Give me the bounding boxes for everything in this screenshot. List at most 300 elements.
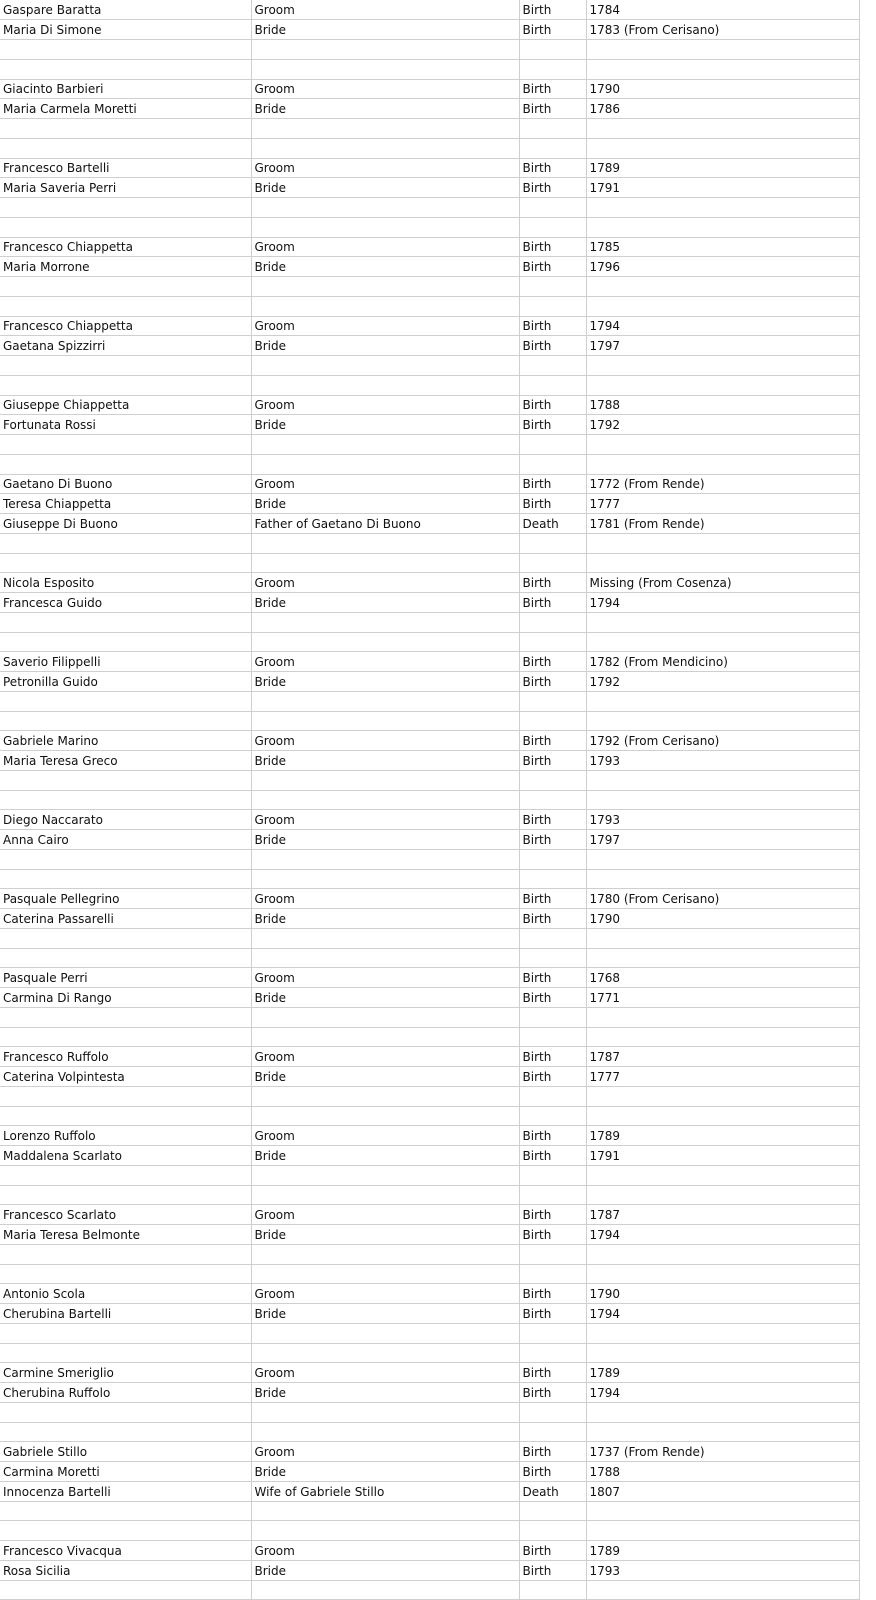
name-cell[interactable]: [0, 217, 251, 237]
event-cell[interactable]: Birth: [519, 178, 586, 198]
year-cell[interactable]: [586, 454, 859, 474]
year-cell[interactable]: 1771: [586, 988, 859, 1008]
event-cell[interactable]: Birth: [519, 1067, 586, 1087]
role-cell[interactable]: [251, 533, 519, 553]
event-cell[interactable]: Birth: [519, 79, 586, 99]
name-cell[interactable]: Giuseppe Di Buono: [0, 514, 251, 534]
year-cell[interactable]: [586, 1501, 859, 1521]
year-cell[interactable]: [586, 59, 859, 79]
event-cell[interactable]: [519, 1501, 586, 1521]
event-cell[interactable]: Birth: [519, 0, 586, 20]
year-cell[interactable]: 1772 (From Rende): [586, 474, 859, 494]
event-cell[interactable]: [519, 1086, 586, 1106]
role-cell[interactable]: Groom: [251, 573, 519, 593]
year-cell[interactable]: 1792 (From Cerisano): [586, 731, 859, 751]
name-cell[interactable]: Maria Saveria Perri: [0, 178, 251, 198]
year-cell[interactable]: [586, 375, 859, 395]
event-cell[interactable]: Death: [519, 514, 586, 534]
event-cell[interactable]: [519, 1244, 586, 1264]
year-cell[interactable]: [586, 711, 859, 731]
event-cell[interactable]: [519, 1264, 586, 1284]
role-cell[interactable]: [251, 691, 519, 711]
role-cell[interactable]: Bride: [251, 1383, 519, 1403]
role-cell[interactable]: Groom: [251, 158, 519, 178]
year-cell[interactable]: [586, 1402, 859, 1422]
year-cell[interactable]: [586, 1580, 859, 1600]
role-cell[interactable]: [251, 1086, 519, 1106]
event-cell[interactable]: [519, 1323, 586, 1343]
event-cell[interactable]: [519, 849, 586, 869]
role-cell[interactable]: [251, 1185, 519, 1205]
event-cell[interactable]: Birth: [519, 20, 586, 40]
event-cell[interactable]: [519, 277, 586, 297]
name-cell[interactable]: Anna Cairo: [0, 830, 251, 850]
role-cell[interactable]: Bride: [251, 415, 519, 435]
event-cell[interactable]: [519, 869, 586, 889]
year-cell[interactable]: 1797: [586, 830, 859, 850]
year-cell[interactable]: 1789: [586, 1541, 859, 1561]
role-cell[interactable]: Groom: [251, 731, 519, 751]
role-cell[interactable]: Bride: [251, 1225, 519, 1245]
name-cell[interactable]: Caterina Volpintesta: [0, 1067, 251, 1087]
role-cell[interactable]: [251, 553, 519, 573]
name-cell[interactable]: [0, 296, 251, 316]
year-cell[interactable]: [586, 198, 859, 218]
role-cell[interactable]: [251, 1323, 519, 1343]
role-cell[interactable]: Bride: [251, 20, 519, 40]
name-cell[interactable]: [0, 1007, 251, 1027]
role-cell[interactable]: Bride: [251, 672, 519, 692]
event-cell[interactable]: Birth: [519, 336, 586, 356]
event-cell[interactable]: Birth: [519, 1126, 586, 1146]
name-cell[interactable]: [0, 1323, 251, 1343]
name-cell[interactable]: Diego Naccarato: [0, 810, 251, 830]
name-cell[interactable]: Carmine Smeriglio: [0, 1363, 251, 1383]
name-cell[interactable]: Gaetana Spizzirri: [0, 336, 251, 356]
name-cell[interactable]: [0, 948, 251, 968]
event-cell[interactable]: Birth: [519, 415, 586, 435]
name-cell[interactable]: Petronilla Guido: [0, 672, 251, 692]
role-cell[interactable]: Bride: [251, 988, 519, 1008]
event-cell[interactable]: Birth: [519, 494, 586, 514]
role-cell[interactable]: [251, 869, 519, 889]
name-cell[interactable]: Giacinto Barbieri: [0, 79, 251, 99]
role-cell[interactable]: [251, 1422, 519, 1442]
year-cell[interactable]: [586, 553, 859, 573]
year-cell[interactable]: 1790: [586, 1284, 859, 1304]
role-cell[interactable]: Bride: [251, 751, 519, 771]
event-cell[interactable]: [519, 1027, 586, 1047]
role-cell[interactable]: Groom: [251, 316, 519, 336]
name-cell[interactable]: Caterina Passarelli: [0, 909, 251, 929]
event-cell[interactable]: Birth: [519, 988, 586, 1008]
year-cell[interactable]: [586, 356, 859, 376]
event-cell[interactable]: Birth: [519, 1304, 586, 1324]
name-cell[interactable]: [0, 1027, 251, 1047]
role-cell[interactable]: Groom: [251, 395, 519, 415]
role-cell[interactable]: [251, 356, 519, 376]
event-cell[interactable]: Birth: [519, 1205, 586, 1225]
event-cell[interactable]: [519, 632, 586, 652]
role-cell[interactable]: [251, 928, 519, 948]
event-cell[interactable]: [519, 1106, 586, 1126]
year-cell[interactable]: 1784: [586, 0, 859, 20]
role-cell[interactable]: [251, 790, 519, 810]
event-cell[interactable]: [519, 770, 586, 790]
role-cell[interactable]: [251, 296, 519, 316]
year-cell[interactable]: 1782 (From Mendicino): [586, 652, 859, 672]
event-cell[interactable]: Birth: [519, 1383, 586, 1403]
role-cell[interactable]: [251, 1264, 519, 1284]
name-cell[interactable]: [0, 1521, 251, 1541]
role-cell[interactable]: Bride: [251, 178, 519, 198]
name-cell[interactable]: Giuseppe Chiappetta: [0, 395, 251, 415]
role-cell[interactable]: [251, 1343, 519, 1363]
role-cell[interactable]: Bride: [251, 494, 519, 514]
year-cell[interactable]: [586, 1086, 859, 1106]
event-cell[interactable]: [519, 1402, 586, 1422]
year-cell[interactable]: 1780 (From Cerisano): [586, 889, 859, 909]
name-cell[interactable]: Lorenzo Ruffolo: [0, 1126, 251, 1146]
name-cell[interactable]: Gabriele Marino: [0, 731, 251, 751]
name-cell[interactable]: [0, 1165, 251, 1185]
role-cell[interactable]: Groom: [251, 1284, 519, 1304]
role-cell[interactable]: Groom: [251, 1126, 519, 1146]
event-cell[interactable]: Death: [519, 1481, 586, 1501]
year-cell[interactable]: 1788: [586, 395, 859, 415]
role-cell[interactable]: [251, 711, 519, 731]
name-cell[interactable]: [0, 770, 251, 790]
name-cell[interactable]: Gaspare Baratta: [0, 0, 251, 20]
role-cell[interactable]: Bride: [251, 830, 519, 850]
name-cell[interactable]: [0, 277, 251, 297]
year-cell[interactable]: [586, 928, 859, 948]
role-cell[interactable]: [251, 59, 519, 79]
name-cell[interactable]: [0, 533, 251, 553]
name-cell[interactable]: Antonio Scola: [0, 1284, 251, 1304]
event-cell[interactable]: Birth: [519, 1047, 586, 1067]
event-cell[interactable]: Birth: [519, 652, 586, 672]
event-cell[interactable]: [519, 454, 586, 474]
name-cell[interactable]: [0, 928, 251, 948]
year-cell[interactable]: [586, 217, 859, 237]
role-cell[interactable]: [251, 1501, 519, 1521]
year-cell[interactable]: 1783 (From Cerisano): [586, 20, 859, 40]
name-cell[interactable]: Teresa Chiappetta: [0, 494, 251, 514]
year-cell[interactable]: [586, 1323, 859, 1343]
year-cell[interactable]: [586, 533, 859, 553]
event-cell[interactable]: Birth: [519, 1560, 586, 1580]
year-cell[interactable]: 1796: [586, 257, 859, 277]
name-cell[interactable]: [0, 1402, 251, 1422]
event-cell[interactable]: [519, 435, 586, 455]
name-cell[interactable]: [0, 1422, 251, 1442]
name-cell[interactable]: [0, 691, 251, 711]
year-cell[interactable]: [586, 435, 859, 455]
year-cell[interactable]: [586, 1244, 859, 1264]
name-cell[interactable]: [0, 435, 251, 455]
event-cell[interactable]: Birth: [519, 158, 586, 178]
role-cell[interactable]: Groom: [251, 810, 519, 830]
name-cell[interactable]: Francesco Chiappetta: [0, 316, 251, 336]
role-cell[interactable]: [251, 119, 519, 139]
event-cell[interactable]: [519, 612, 586, 632]
event-cell[interactable]: [519, 1580, 586, 1600]
year-cell[interactable]: [586, 1185, 859, 1205]
year-cell[interactable]: 1787: [586, 1047, 859, 1067]
event-cell[interactable]: Birth: [519, 889, 586, 909]
name-cell[interactable]: [0, 1264, 251, 1284]
event-cell[interactable]: [519, 138, 586, 158]
event-cell[interactable]: [519, 948, 586, 968]
event-cell[interactable]: Birth: [519, 1541, 586, 1561]
role-cell[interactable]: Groom: [251, 474, 519, 494]
year-cell[interactable]: [586, 612, 859, 632]
event-cell[interactable]: Birth: [519, 1363, 586, 1383]
role-cell[interactable]: Groom: [251, 1541, 519, 1561]
event-cell[interactable]: Birth: [519, 395, 586, 415]
event-cell[interactable]: Birth: [519, 672, 586, 692]
event-cell[interactable]: [519, 119, 586, 139]
event-cell[interactable]: [519, 40, 586, 60]
name-cell[interactable]: [0, 59, 251, 79]
year-cell[interactable]: 1807: [586, 1481, 859, 1501]
event-cell[interactable]: Birth: [519, 810, 586, 830]
event-cell[interactable]: Birth: [519, 1442, 586, 1462]
event-cell[interactable]: [519, 1185, 586, 1205]
name-cell[interactable]: Rosa Sicilia: [0, 1560, 251, 1580]
event-cell[interactable]: Birth: [519, 237, 586, 257]
role-cell[interactable]: Groom: [251, 652, 519, 672]
name-cell[interactable]: Pasquale Perri: [0, 968, 251, 988]
name-cell[interactable]: [0, 138, 251, 158]
name-cell[interactable]: [0, 1580, 251, 1600]
role-cell[interactable]: Bride: [251, 99, 519, 119]
year-cell[interactable]: [586, 277, 859, 297]
role-cell[interactable]: Groom: [251, 1442, 519, 1462]
event-cell[interactable]: Birth: [519, 968, 586, 988]
year-cell[interactable]: [586, 1007, 859, 1027]
year-cell[interactable]: [586, 1027, 859, 1047]
year-cell[interactable]: [586, 849, 859, 869]
role-cell[interactable]: [251, 632, 519, 652]
year-cell[interactable]: 1790: [586, 909, 859, 929]
role-cell[interactable]: Groom: [251, 1363, 519, 1383]
year-cell[interactable]: 1792: [586, 672, 859, 692]
name-cell[interactable]: Francesco Scarlato: [0, 1205, 251, 1225]
event-cell[interactable]: [519, 59, 586, 79]
year-cell[interactable]: 1793: [586, 751, 859, 771]
event-cell[interactable]: Birth: [519, 593, 586, 613]
role-cell[interactable]: Groom: [251, 1205, 519, 1225]
year-cell[interactable]: 1794: [586, 1225, 859, 1245]
year-cell[interactable]: [586, 1106, 859, 1126]
role-cell[interactable]: [251, 1244, 519, 1264]
event-cell[interactable]: Birth: [519, 1462, 586, 1482]
name-cell[interactable]: Francesca Guido: [0, 593, 251, 613]
name-cell[interactable]: [0, 1106, 251, 1126]
event-cell[interactable]: Birth: [519, 474, 586, 494]
year-cell[interactable]: 1793: [586, 1560, 859, 1580]
name-cell[interactable]: Maria Morrone: [0, 257, 251, 277]
event-cell[interactable]: [519, 790, 586, 810]
year-cell[interactable]: 1792: [586, 415, 859, 435]
year-cell[interactable]: 1794: [586, 1383, 859, 1403]
year-cell[interactable]: 1790: [586, 79, 859, 99]
name-cell[interactable]: Innocenza Bartelli: [0, 1481, 251, 1501]
event-cell[interactable]: [519, 1521, 586, 1541]
year-cell[interactable]: 1787: [586, 1205, 859, 1225]
event-cell[interactable]: [519, 711, 586, 731]
role-cell[interactable]: [251, 138, 519, 158]
year-cell[interactable]: [586, 119, 859, 139]
role-cell[interactable]: [251, 770, 519, 790]
name-cell[interactable]: Maria Carmela Moretti: [0, 99, 251, 119]
event-cell[interactable]: [519, 1422, 586, 1442]
role-cell[interactable]: [251, 612, 519, 632]
name-cell[interactable]: [0, 553, 251, 573]
name-cell[interactable]: Maddalena Scarlato: [0, 1146, 251, 1166]
event-cell[interactable]: [519, 1007, 586, 1027]
event-cell[interactable]: [519, 375, 586, 395]
event-cell[interactable]: Birth: [519, 731, 586, 751]
year-cell[interactable]: 1789: [586, 1126, 859, 1146]
year-cell[interactable]: 1777: [586, 1067, 859, 1087]
role-cell[interactable]: [251, 198, 519, 218]
role-cell[interactable]: Groom: [251, 968, 519, 988]
event-cell[interactable]: Birth: [519, 257, 586, 277]
name-cell[interactable]: [0, 790, 251, 810]
event-cell[interactable]: [519, 533, 586, 553]
event-cell[interactable]: Birth: [519, 573, 586, 593]
name-cell[interactable]: [0, 356, 251, 376]
name-cell[interactable]: Maria Teresa Greco: [0, 751, 251, 771]
event-cell[interactable]: [519, 553, 586, 573]
event-cell[interactable]: [519, 928, 586, 948]
year-cell[interactable]: [586, 948, 859, 968]
name-cell[interactable]: [0, 119, 251, 139]
name-cell[interactable]: [0, 849, 251, 869]
name-cell[interactable]: Francesco Ruffolo: [0, 1047, 251, 1067]
role-cell[interactable]: Bride: [251, 1560, 519, 1580]
role-cell[interactable]: Bride: [251, 1304, 519, 1324]
event-cell[interactable]: Birth: [519, 909, 586, 929]
name-cell[interactable]: [0, 1086, 251, 1106]
name-cell[interactable]: [0, 40, 251, 60]
name-cell[interactable]: Carmina Moretti: [0, 1462, 251, 1482]
year-cell[interactable]: [586, 790, 859, 810]
name-cell[interactable]: [0, 454, 251, 474]
year-cell[interactable]: [586, 770, 859, 790]
event-cell[interactable]: [519, 1165, 586, 1185]
year-cell[interactable]: 1768: [586, 968, 859, 988]
year-cell[interactable]: 1791: [586, 178, 859, 198]
year-cell[interactable]: [586, 138, 859, 158]
event-cell[interactable]: [519, 356, 586, 376]
year-cell[interactable]: [586, 691, 859, 711]
name-cell[interactable]: [0, 1185, 251, 1205]
year-cell[interactable]: 1789: [586, 158, 859, 178]
name-cell[interactable]: Fortunata Rossi: [0, 415, 251, 435]
name-cell[interactable]: [0, 1343, 251, 1363]
year-cell[interactable]: 1791: [586, 1146, 859, 1166]
name-cell[interactable]: [0, 869, 251, 889]
role-cell[interactable]: [251, 1402, 519, 1422]
role-cell[interactable]: Bride: [251, 593, 519, 613]
year-cell[interactable]: [586, 1521, 859, 1541]
role-cell[interactable]: [251, 1027, 519, 1047]
year-cell[interactable]: 1797: [586, 336, 859, 356]
name-cell[interactable]: Maria Di Simone: [0, 20, 251, 40]
name-cell[interactable]: Francesco Chiappetta: [0, 237, 251, 257]
year-cell[interactable]: 1789: [586, 1363, 859, 1383]
year-cell[interactable]: 1794: [586, 1304, 859, 1324]
role-cell[interactable]: Bride: [251, 1462, 519, 1482]
event-cell[interactable]: Birth: [519, 99, 586, 119]
year-cell[interactable]: [586, 296, 859, 316]
role-cell[interactable]: [251, 454, 519, 474]
role-cell[interactable]: Groom: [251, 1047, 519, 1067]
name-cell[interactable]: Pasquale Pellegrino: [0, 889, 251, 909]
year-cell[interactable]: [586, 1165, 859, 1185]
year-cell[interactable]: [586, 40, 859, 60]
role-cell[interactable]: [251, 435, 519, 455]
event-cell[interactable]: [519, 296, 586, 316]
role-cell[interactable]: Groom: [251, 889, 519, 909]
name-cell[interactable]: Maria Teresa Belmonte: [0, 1225, 251, 1245]
role-cell[interactable]: Bride: [251, 1146, 519, 1166]
name-cell[interactable]: [0, 632, 251, 652]
name-cell[interactable]: Gaetano Di Buono: [0, 474, 251, 494]
role-cell[interactable]: [251, 849, 519, 869]
name-cell[interactable]: Cherubina Ruffolo: [0, 1383, 251, 1403]
year-cell[interactable]: 1777: [586, 494, 859, 514]
role-cell[interactable]: [251, 1521, 519, 1541]
role-cell[interactable]: Bride: [251, 1067, 519, 1087]
year-cell[interactable]: 1781 (From Rende): [586, 514, 859, 534]
event-cell[interactable]: Birth: [519, 751, 586, 771]
role-cell[interactable]: Father of Gaetano Di Buono: [251, 514, 519, 534]
name-cell[interactable]: Nicola Esposito: [0, 573, 251, 593]
role-cell[interactable]: Bride: [251, 909, 519, 929]
name-cell[interactable]: Cherubina Bartelli: [0, 1304, 251, 1324]
name-cell[interactable]: Carmina Di Rango: [0, 988, 251, 1008]
event-cell[interactable]: [519, 217, 586, 237]
event-cell[interactable]: [519, 691, 586, 711]
year-cell[interactable]: 1793: [586, 810, 859, 830]
event-cell[interactable]: Birth: [519, 1146, 586, 1166]
year-cell[interactable]: [586, 632, 859, 652]
name-cell[interactable]: Francesco Vivacqua: [0, 1541, 251, 1561]
role-cell[interactable]: [251, 1165, 519, 1185]
role-cell[interactable]: Bride: [251, 257, 519, 277]
year-cell[interactable]: [586, 1264, 859, 1284]
name-cell[interactable]: [0, 711, 251, 731]
role-cell[interactable]: [251, 375, 519, 395]
role-cell[interactable]: Bride: [251, 336, 519, 356]
year-cell[interactable]: 1737 (From Rende): [586, 1442, 859, 1462]
year-cell[interactable]: 1785: [586, 237, 859, 257]
name-cell[interactable]: [0, 1244, 251, 1264]
name-cell[interactable]: [0, 612, 251, 632]
event-cell[interactable]: [519, 1343, 586, 1363]
role-cell[interactable]: [251, 217, 519, 237]
year-cell[interactable]: 1794: [586, 316, 859, 336]
year-cell[interactable]: 1794: [586, 593, 859, 613]
event-cell[interactable]: Birth: [519, 830, 586, 850]
name-cell[interactable]: [0, 375, 251, 395]
name-cell[interactable]: Francesco Bartelli: [0, 158, 251, 178]
